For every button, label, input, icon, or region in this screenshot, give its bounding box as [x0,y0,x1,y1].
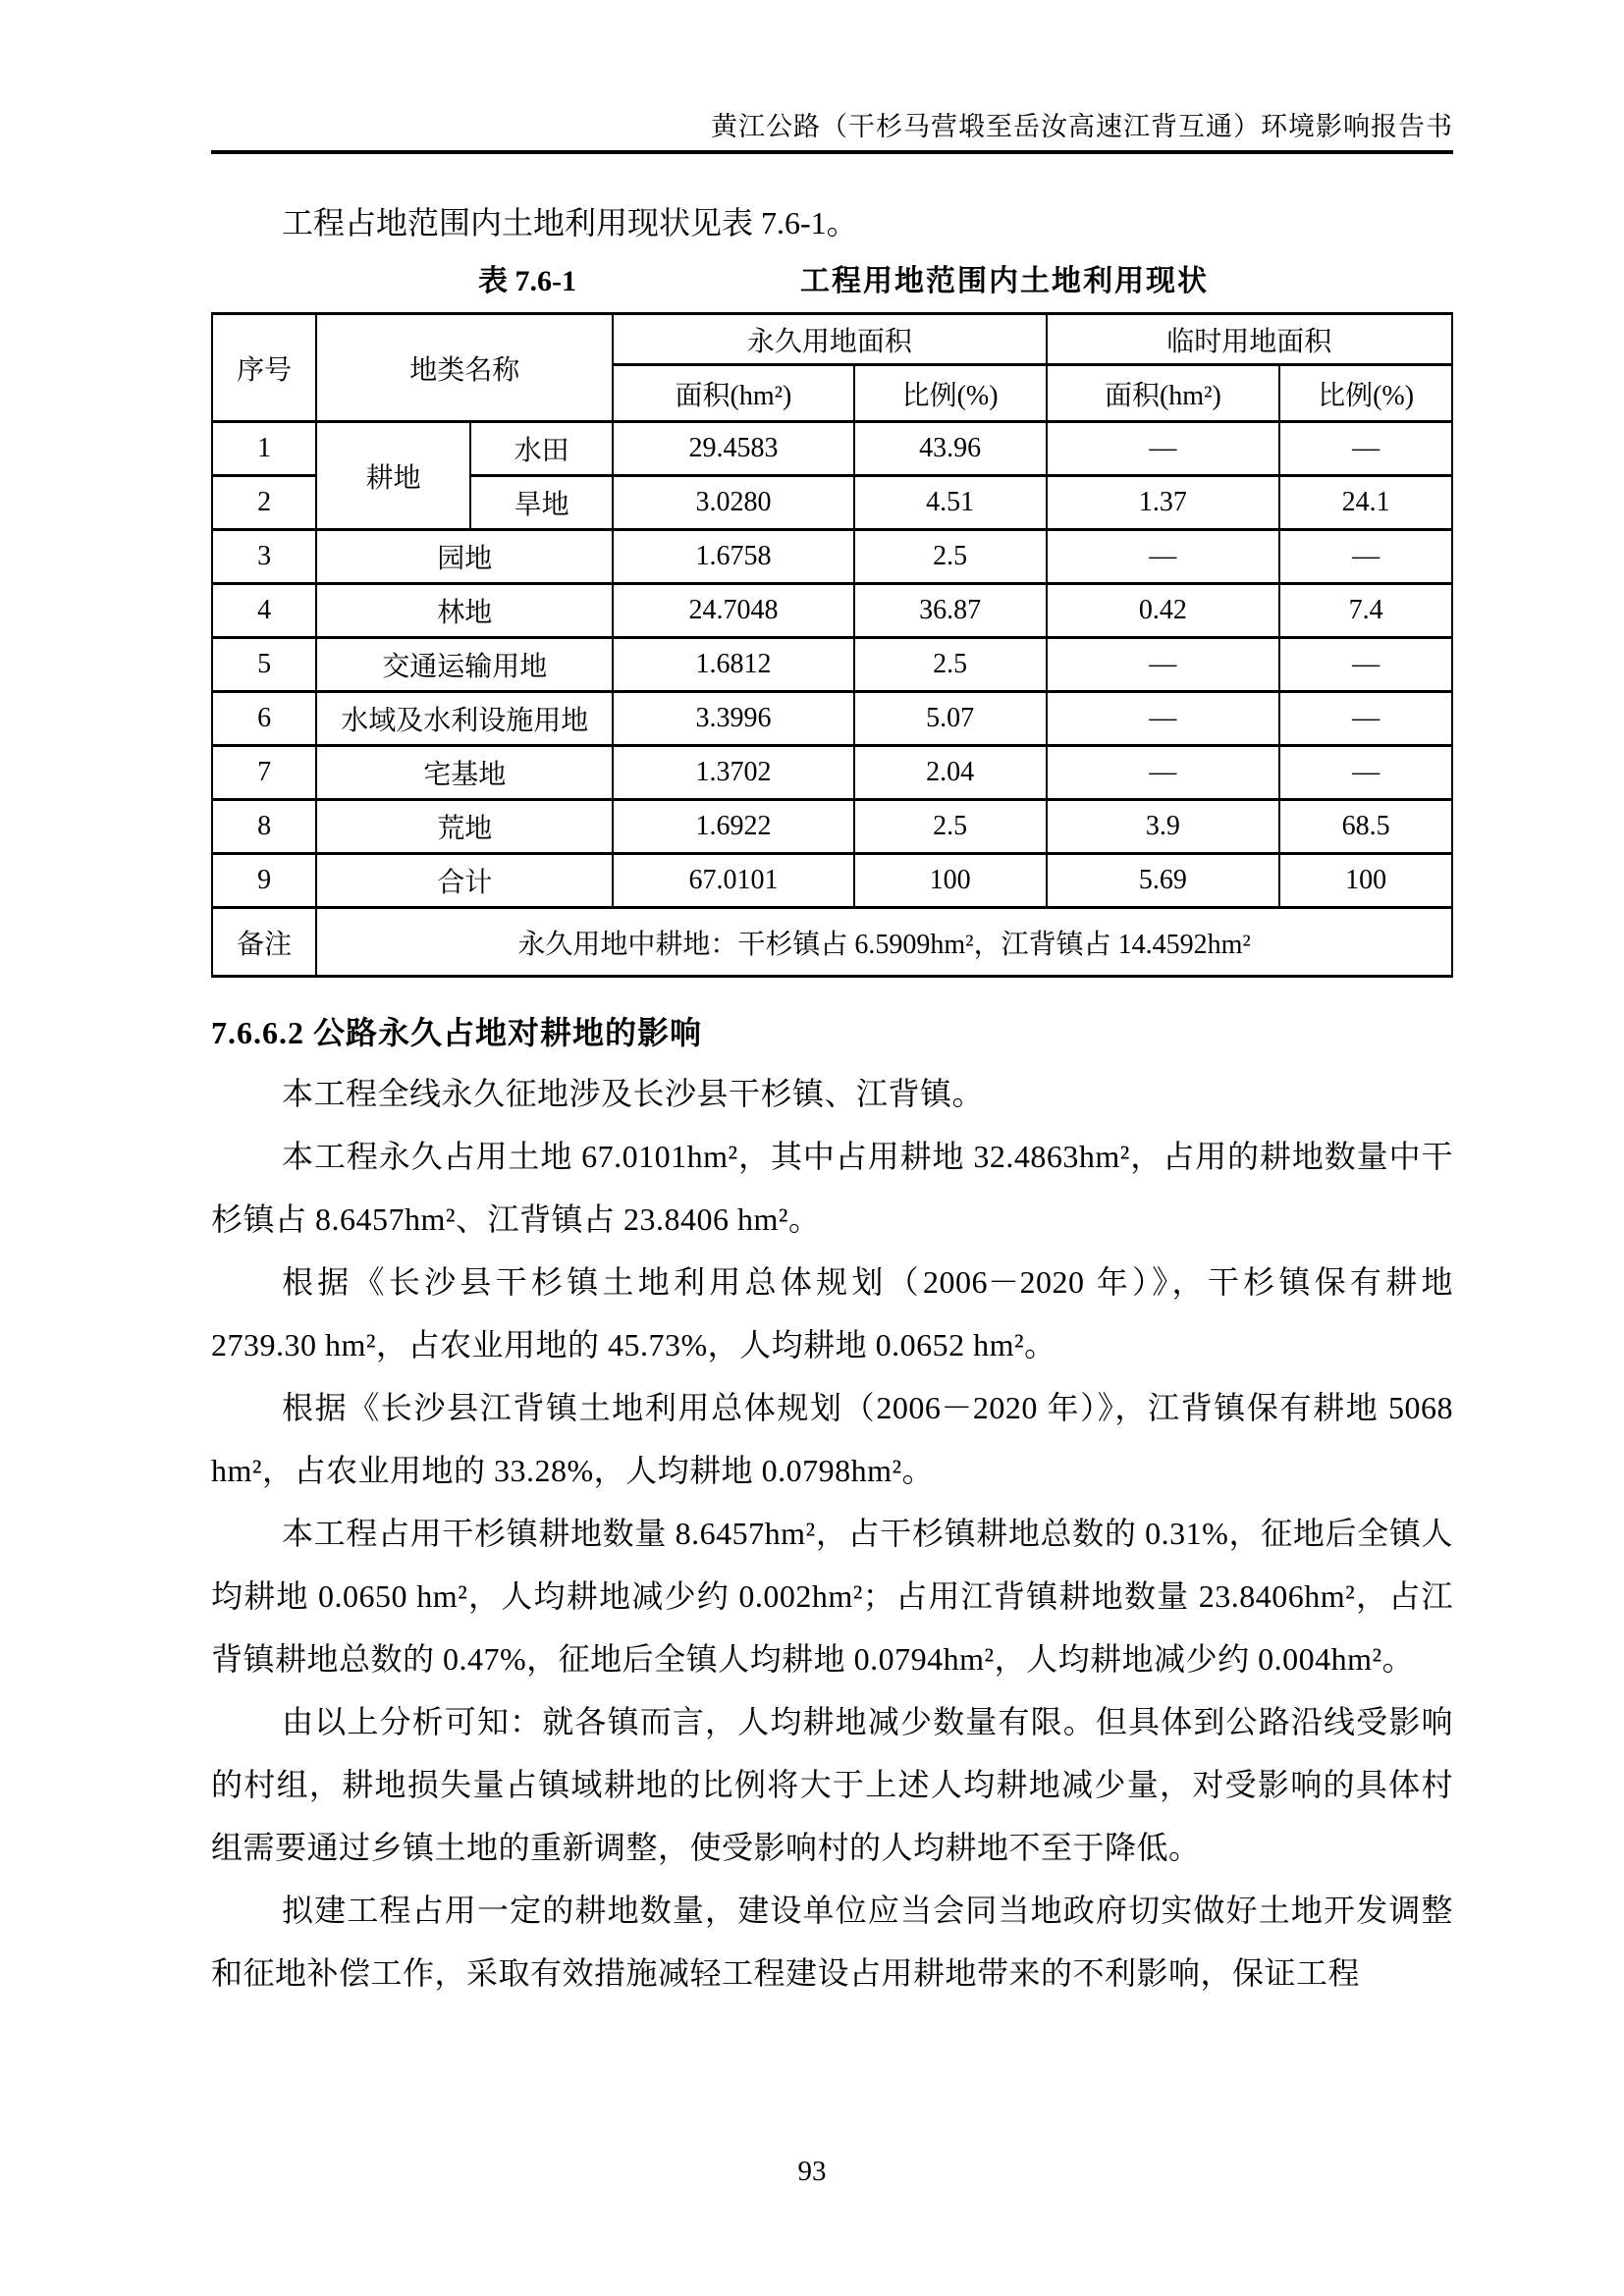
page-number: 93 [797,2156,827,2187]
cell-name: 水田 [470,422,613,476]
cell-temp-area: 3.9 [1047,800,1280,854]
table-row [212,584,1452,638]
cell-perm-ratio: 2.5 [854,638,1047,692]
cell-no: 3 [212,530,316,584]
body-paragraph: 拟建工程占用一定的耕地数量，建设单位应当会同当地政府切实做好土地开发调整和征地补偿工作，采取有效措施减轻工程建设占用耕地带来的不利影响，保证工程 [211,1893,1453,1991]
cell-temp-area: — [1047,746,1280,800]
cell-perm-area: 67.0101 [613,854,853,908]
col-header-perm-ratio: 比例(%) [854,365,1047,422]
cell-name: 旱地 [470,476,613,530]
cell-name: 合计 [316,854,613,908]
cell-perm-ratio: 100 [854,854,1047,908]
note-text: 永久用地中耕地：干杉镇占 6.5909hm²，江背镇占 14.4592hm² [316,908,1452,977]
col-header-index: 序号 [212,314,316,422]
cell-no: 7 [212,746,316,800]
cell-perm-area: 1.3702 [613,746,853,800]
cell-temp-ratio: 24.1 [1279,476,1452,530]
cell-temp-ratio: — [1279,746,1452,800]
cell-name: 园地 [316,530,613,584]
cell-perm-ratio: 4.51 [854,476,1047,530]
cell-perm-ratio: 5.07 [854,692,1047,746]
cell-temp-area: 1.37 [1047,476,1280,530]
cell-group: 耕地 [316,422,470,530]
table-row [212,800,1452,854]
cell-temp-ratio: — [1279,692,1452,746]
table-caption-title: 工程用地范围内土地利用现状 [800,265,1209,297]
cell-temp-area: — [1047,422,1280,476]
table-row [212,692,1452,746]
cell-no: 2 [212,476,316,530]
cell-no: 1 [212,422,316,476]
body-paragraph: 根据《长沙县干杉镇土地利用总体规划（2006－2020 年）》，干杉镇保有耕地 2739.30 hm²，占农业用地的 45.73%，人均耕地 0.0652 hm²。 [211,1264,1453,1362]
body-paragraph: 由以上分析可知：就各镇而言，人均耕地减少数量有限。但具体到公路沿线受影响的村组，耕地损失量占镇域耕地的比例将大于上述人均耕地减少量，对受影响的具体村组需要通过乡镇土地的重新调整，使受影响村的人均耕地不至于降低。 [211,1704,1453,1865]
cell-perm-area: 24.7048 [613,584,853,638]
body-paragraph: 根据《长沙县江背镇土地利用总体规划（2006－2020 年）》，江背镇保有耕地 5068 hm²，占农业用地的 33.28%，人均耕地 0.0798hm²。 [211,1390,1453,1488]
cell-temp-area: 5.69 [1047,854,1280,908]
cell-name: 交通运输用地 [316,638,613,692]
cell-perm-area: 3.3996 [613,692,853,746]
cell-perm-ratio: 2.5 [854,800,1047,854]
cell-perm-area: 3.0280 [613,476,853,530]
cell-name: 宅基地 [316,746,613,800]
table-caption [211,263,1453,300]
col-header-temporary: 临时用地面积 [1047,314,1452,365]
body-paragraph: 本工程永久占用土地 67.0101hm²，其中占用耕地 32.4863hm²，占用的耕地数量中干杉镇占 8.6457hm²、江背镇占 23.8406 hm²。 [211,1139,1453,1237]
col-header-temp-area: 面积(hm²) [1047,365,1280,422]
cell-perm-ratio: 2.04 [854,746,1047,800]
cell-temp-ratio: 100 [1279,854,1452,908]
body-paragraph: 本工程全线永久征地涉及长沙县干杉镇、江背镇。 [282,1076,985,1111]
cell-perm-area: 1.6812 [613,638,853,692]
table-row [212,746,1452,800]
report-title: 黄江公路（干杉马营塅至岳汝高速江背互通）环境影响报告书 [711,112,1453,141]
cell-perm-area: 1.6922 [613,800,853,854]
cell-perm-ratio: 2.5 [854,530,1047,584]
section-heading: 7.6.6.2 公路永久占地对耕地的影响 [211,1015,703,1050]
cell-perm-ratio: 43.96 [854,422,1047,476]
landuse-table [211,312,1453,978]
table-caption-label: 表 7.6-1 [478,265,576,297]
cell-no: 9 [212,854,316,908]
cell-no: 5 [212,638,316,692]
cell-temp-ratio: — [1279,530,1452,584]
cell-temp-area: — [1047,692,1280,746]
table-header-row-1 [212,314,1452,365]
cell-name: 林地 [316,584,613,638]
cell-no: 4 [212,584,316,638]
page-content [211,149,1453,2004]
table-row [212,530,1452,584]
cell-temp-area: 0.42 [1047,584,1280,638]
col-header-perm-area: 面积(hm²) [613,365,853,422]
col-header-permanent: 永久用地面积 [613,314,1046,365]
col-header-temp-ratio: 比例(%) [1279,365,1452,422]
cell-no: 8 [212,800,316,854]
table-row [212,422,1452,476]
page-header [211,110,1453,154]
body-paragraph: 本工程占用干杉镇耕地数量 8.6457hm²，占干杉镇耕地总数的 0.31%，征地后全镇人均耕地 0.0650 hm²，人均耕地减少约 0.002hm²；占用江背镇耕地数量 23.8406hm²，占江背镇耕地总数的 0.47%，征地后全镇人均耕地 0.0794hm²，人均耕地减少约 0.004hm²。 [211,1516,1453,1677]
cell-temp-area: — [1047,638,1280,692]
cell-temp-ratio: 7.4 [1279,584,1452,638]
note-label: 备注 [212,908,316,977]
cell-perm-area: 29.4583 [613,422,853,476]
cell-temp-ratio: — [1279,638,1452,692]
cell-temp-ratio: — [1279,422,1452,476]
cell-no: 6 [212,692,316,746]
cell-perm-ratio: 36.87 [854,584,1047,638]
cell-name: 水域及水利设施用地 [316,692,613,746]
cell-temp-area: — [1047,530,1280,584]
col-header-landtype: 地类名称 [316,314,613,422]
cell-perm-area: 1.6758 [613,530,853,584]
table-row [212,638,1452,692]
table-note-row [212,908,1452,977]
table-row-total [212,854,1452,908]
cell-temp-ratio: 68.5 [1279,800,1452,854]
intro-paragraph: 工程占地范围内土地利用现状见表 7.6-1。 [282,205,858,240]
cell-name: 荒地 [316,800,613,854]
